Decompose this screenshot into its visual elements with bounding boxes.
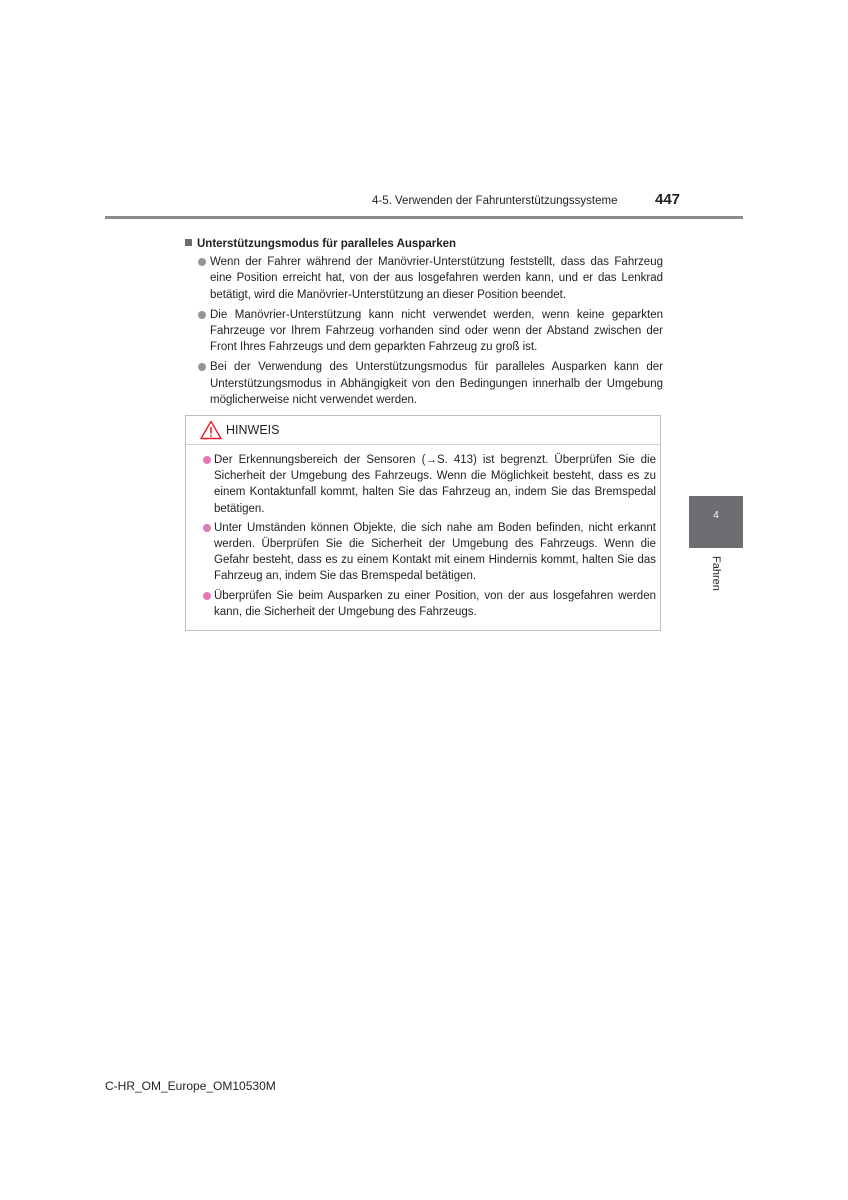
notice-item-text: Überprüfen Sie beim Ausparken zu einer Position, von der aus losgefahren werden kann, die Sicherheit der Umgebung des Fahrzeugs.: [214, 589, 656, 618]
list-item: [185, 254, 663, 303]
notice-box: [185, 415, 661, 631]
list-item-text: Die Manövrier-Unterstützung kann nicht verwendet werden, wenn keine geparkten Fahrzeuge vor Ihrem Fahrzeug vorhanden sind oder wenn der Abstand zwischen der Front Ihres Fahrzeugs und dem geparkten Fahrzeug zu groß ist.: [210, 308, 663, 354]
gray-bullet-icon: [198, 363, 206, 371]
chapter-tab: [689, 496, 743, 548]
header-divider: [105, 216, 743, 219]
notice-body: [186, 452, 660, 623]
section-heading: [185, 236, 663, 252]
notice-item: [186, 520, 660, 585]
running-header-section: 4-5. Verwenden der Fahrunterstützungssysteme: [372, 195, 618, 207]
page-number: 447: [655, 191, 681, 208]
square-bullet-icon: [185, 239, 192, 246]
list-item-text: Wenn der Fahrer während der Manövrier-Unterstützung feststellt, dass das Fahrzeug eine Position erreicht hat, von der aus losgefahren werden kann, und er das Lenkrad betätigt, wird die Manövrier-Unterstützung an dieser Position beendet.: [210, 256, 663, 301]
pink-bullet-icon: [203, 592, 211, 600]
warning-triangle-icon: [200, 420, 222, 440]
gray-bullet-icon: [198, 311, 206, 319]
list-item: [185, 359, 663, 408]
list-item: [185, 307, 663, 356]
footer-code: C-HR_OM_Europe_OM10530M: [105, 1079, 276, 1093]
gray-bullet-icon: [198, 258, 206, 266]
pink-bullet-icon: [203, 456, 211, 464]
notice-divider: [186, 444, 660, 445]
notice-item: [186, 588, 660, 620]
notice-header: [200, 418, 348, 442]
pink-bullet-icon: [203, 524, 211, 532]
notice-item-text: Der Erkennungsbereich der Sensoren (→S. 413) ist begrenzt. Überprüfen Sie die Sicherheit der Umgebung des Fahrzeugs. Wenn die Möglichkeit besteht, dass es zu einem Kontaktunfall kommt, halten Sie das Fahrzeug an, indem Sie das Bremspedal betätigen.: [214, 454, 656, 515]
section-heading-text: Unterstützungsmodus für paralleles Ausparken: [197, 238, 457, 250]
list-item-text: Bei der Verwendung des Unterstützungsmodus für paralleles Ausparken kann der Unterstützungsmodus in Abhängigkeit von den Bedingungen innerhalb der Umgebung möglicherweise nicht verwendet werden.: [210, 361, 663, 406]
chapter-label: Fahren: [710, 556, 722, 591]
notice-item-text: Unter Umständen können Objekte, die sich nahe am Boden befinden, nicht erkannt werden. Überprüfen Sie die Sicherheit der Umgebung des Fahrzeugs. Wenn die Gefahr besteht, dass es zu einem Kontakt mit einem Hindernis kommt, halten Sie das Fahrzeug an, indem Sie das Bremspedal betätigen.: [214, 521, 656, 583]
notice-title: HINWEIS: [226, 423, 280, 437]
main-content: [185, 236, 663, 412]
chapter-number: 4: [713, 510, 719, 521]
notice-item: [186, 452, 660, 517]
